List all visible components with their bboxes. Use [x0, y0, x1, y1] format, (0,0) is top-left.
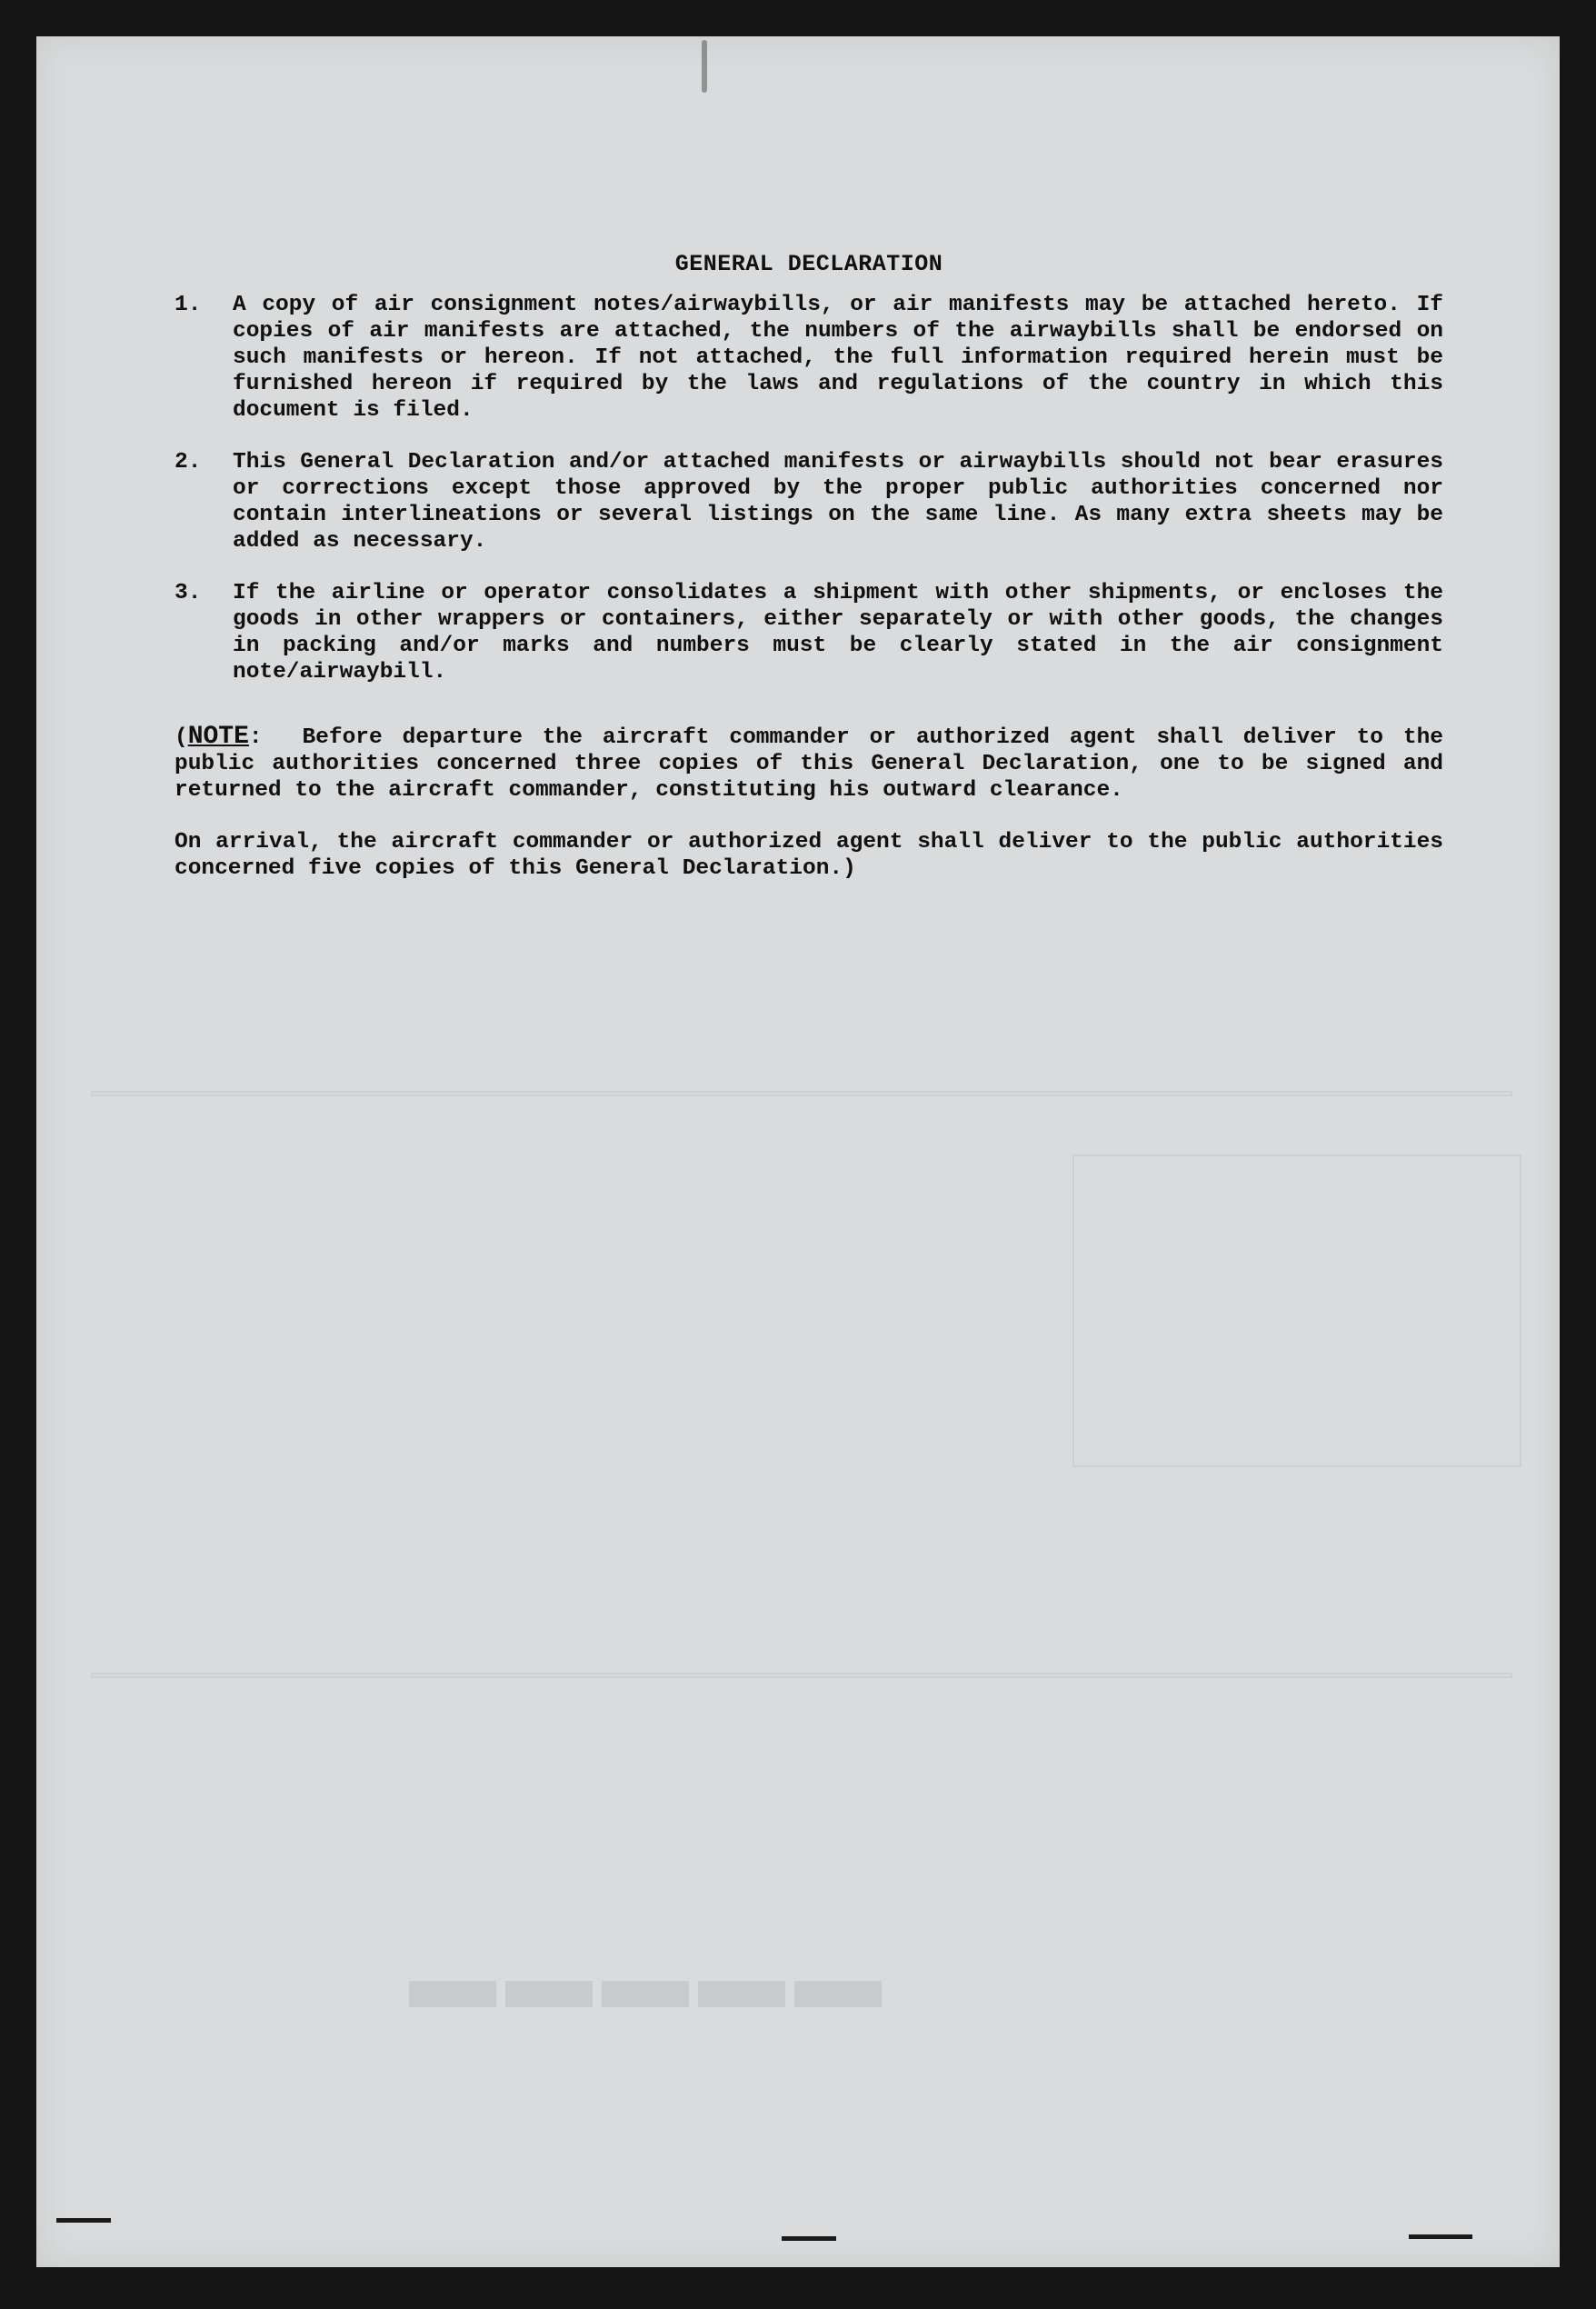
item-text: If the airline or operator consolidates a shipment with other shipments, or encloses the goods in other wrappers or containers, either separately or with other goods, the changes in packing and/or marks and numbers must be clearly stated in the air consignment note/airwaybill.: [233, 581, 1443, 685]
bleed-through-heading: ▬▬▬▬▬: [400, 1929, 882, 2026]
list-item: [175, 292, 1443, 424]
note-paragraph: [175, 724, 1443, 804]
note-open-paren: (: [175, 725, 188, 750]
item-number: 1.: [175, 293, 202, 317]
bleed-through-box: [1072, 1154, 1521, 1467]
scan-artifact: [56, 2218, 111, 2223]
bleed-through-box: [91, 1673, 1512, 1678]
list-item: [175, 580, 1443, 685]
scan-artifact: [1409, 2234, 1472, 2239]
page-title: GENERAL DECLARATION: [674, 251, 943, 277]
bleed-through-box: [91, 1091, 1512, 1096]
arrival-paragraph: On arrival, the aircraft commander or authorized agent shall deliver to the public authorities concerned five copies of this General Declaration.): [175, 830, 1443, 881]
item-text: This General Declaration and/or attached manifests or airwaybills should not bear erasures or corrections except those approved by the proper public authorities concerned nor contain interlineations or several listings on the same line. As many extra sheets may be added as necessary.: [233, 450, 1443, 554]
document-page: [36, 36, 1560, 2267]
list-item: [175, 449, 1443, 555]
fold-mark: [702, 40, 707, 93]
note-colon: :: [248, 725, 263, 750]
scan-artifact: [782, 2236, 836, 2241]
item-number: 2.: [175, 450, 202, 475]
item-number: 3.: [175, 581, 202, 605]
item-text: A copy of air consignment notes/airwaybills, or air manifests may be attached hereto. If copies of air manifests are attached, the numbers of the airwaybills shall be endorsed on such manifests or hereon. If not attached, the full information required herein must be furnished hereon if required by the laws and regulations of the country in which this document is filed.: [233, 293, 1443, 423]
note-text: Before departure the aircraft commander or authorized agent shall deliver to the public authorities concerned three copies of this General Declaration, one to be signed and returned to the aircraft commander, constituting his outward clearance.: [175, 725, 1444, 803]
declaration-content: [175, 251, 1443, 882]
note-label: NOTE: [187, 723, 249, 751]
